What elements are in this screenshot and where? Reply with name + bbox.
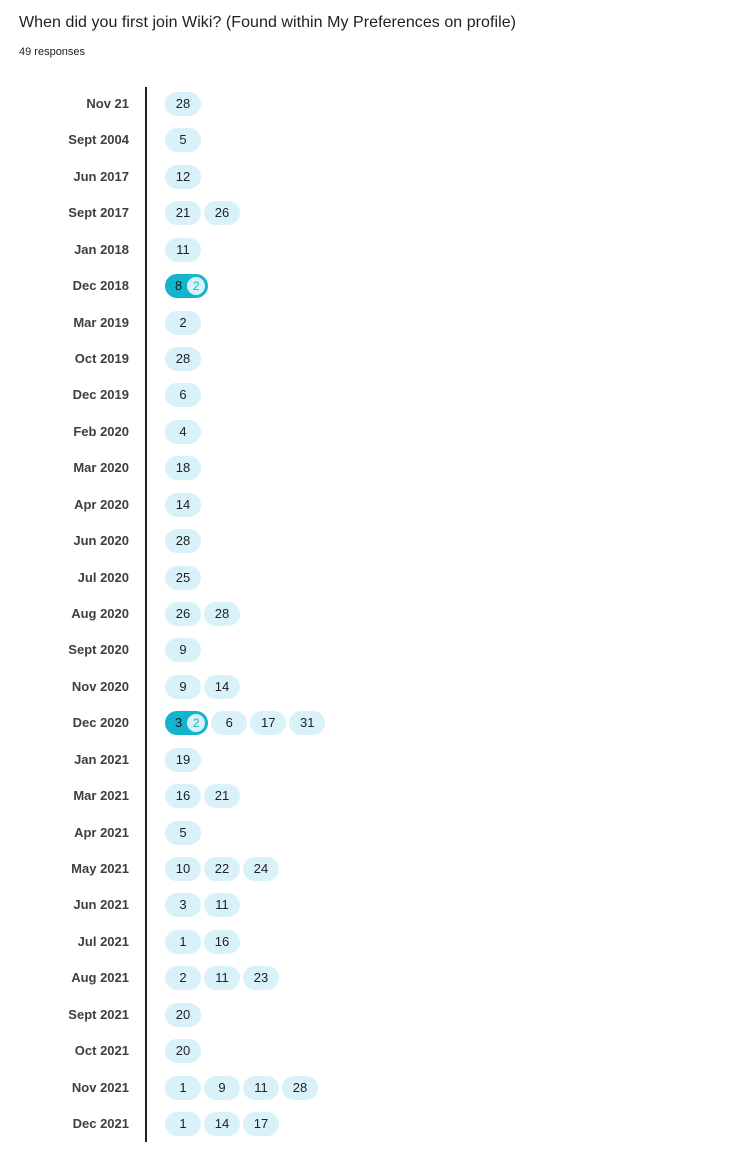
value-pill[interactable]: 21 [165, 201, 201, 225]
chart-row [0, 710, 755, 736]
chart-row [0, 965, 755, 991]
row-values [165, 637, 201, 663]
row-label: Apr 2021 [74, 824, 129, 840]
value-pill[interactable]: 9 [165, 638, 201, 662]
row-label: Dec 2018 [72, 278, 129, 294]
row-values [165, 382, 201, 408]
value-pill[interactable]: 9 [165, 675, 201, 699]
value-pill[interactable]: 2 [165, 966, 201, 990]
value-pill[interactable]: 1 [165, 1112, 201, 1136]
value-pill[interactable]: 23 [243, 966, 279, 990]
row-label: Nov 21 [86, 96, 129, 111]
row-values [165, 710, 325, 736]
chart-row [0, 455, 755, 481]
value-pill[interactable]: 14 [165, 493, 201, 517]
row-values [165, 455, 201, 481]
row-values [165, 820, 201, 846]
row-values [165, 747, 201, 773]
chart-row [0, 492, 755, 518]
chart-row [0, 674, 755, 700]
response-count: 49 responses [19, 46, 86, 58]
chart-row [0, 237, 755, 263]
row-values [165, 528, 201, 554]
row-label: Sept 2021 [68, 1006, 129, 1022]
chart-row [0, 1111, 755, 1137]
value-pill[interactable]: 9 [204, 1076, 240, 1100]
chart-row [0, 856, 755, 882]
row-label: Dec 2021 [72, 1116, 129, 1132]
chart-row [0, 382, 755, 408]
chart-row [0, 273, 755, 299]
chart-row [0, 346, 755, 372]
value-pill-label: 3 [175, 715, 183, 731]
chart-row [0, 1075, 755, 1101]
row-label: Jun 2020 [73, 533, 129, 549]
row-label: Dec 2020 [72, 715, 129, 731]
row-values [165, 565, 201, 591]
row-label: Jan 2021 [74, 751, 129, 767]
row-values [165, 273, 208, 299]
value-pill[interactable]: 25 [165, 566, 201, 590]
row-values [165, 492, 201, 518]
value-pill[interactable]: 24 [243, 857, 279, 881]
row-values [165, 601, 240, 627]
value-pill[interactable]: 11 [204, 893, 240, 917]
value-pill[interactable]: 6 [211, 711, 247, 735]
value-pill[interactable]: 22 [204, 857, 240, 881]
value-pill[interactable]: 6 [165, 383, 201, 407]
row-label: Jan 2018 [74, 241, 129, 257]
value-pill-merged[interactable] [165, 711, 208, 735]
row-label: Sept 2017 [68, 205, 129, 221]
value-pill[interactable]: 28 [165, 529, 201, 553]
value-pill[interactable]: 17 [250, 711, 286, 735]
value-pill[interactable]: 3 [165, 893, 201, 917]
row-values [165, 1002, 201, 1028]
row-values [165, 1111, 279, 1137]
row-label: Oct 2019 [74, 351, 129, 366]
row-label: Sept 2004 [68, 132, 129, 148]
chart-row [0, 565, 755, 591]
row-values [165, 237, 201, 263]
row-label: Mar 2020 [73, 460, 129, 476]
row-values [165, 346, 201, 372]
row-values [165, 200, 240, 226]
row-values [165, 91, 201, 117]
value-pill[interactable]: 21 [204, 784, 240, 808]
row-values [165, 1075, 318, 1101]
row-label: Jul 2020 [77, 569, 129, 585]
row-values [165, 310, 201, 336]
row-label: Mar 2019 [73, 314, 129, 330]
value-pill[interactable]: 28 [204, 602, 240, 626]
row-label: May 2021 [71, 861, 129, 877]
row-label: Aug 2020 [71, 606, 129, 622]
row-label: Sept 2020 [68, 642, 129, 658]
chart-row [0, 310, 755, 336]
row-label: Jun 2021 [73, 897, 129, 913]
chart-row [0, 164, 755, 190]
value-pill[interactable]: 11 [204, 966, 240, 990]
value-pill[interactable]: 26 [204, 201, 240, 225]
value-pill[interactable]: 5 [165, 821, 201, 845]
value-pill[interactable]: 16 [165, 784, 201, 808]
value-pill-merged[interactable] [165, 274, 208, 298]
chart-row [0, 892, 755, 918]
chart-row [0, 783, 755, 809]
value-pill[interactable]: 10 [165, 857, 201, 881]
value-pill[interactable]: 20 [165, 1003, 201, 1027]
row-label: Nov 2020 [71, 678, 129, 694]
value-pill[interactable]: 16 [204, 930, 240, 954]
chart-row [0, 1002, 755, 1028]
row-label: Feb 2020 [73, 423, 129, 439]
row-label: Jun 2017 [73, 168, 129, 184]
value-pill[interactable]: 11 [243, 1076, 279, 1100]
value-pill[interactable]: 14 [204, 1112, 240, 1136]
row-values [165, 929, 240, 955]
value-pill[interactable]: 26 [165, 602, 201, 626]
value-count-badge: 2 [186, 276, 206, 296]
value-pill[interactable]: 4 [165, 420, 201, 444]
value-count-badge: 2 [186, 713, 206, 733]
value-pill[interactable]: 5 [165, 128, 201, 152]
chart-row [0, 601, 755, 627]
value-pill[interactable]: 28 [165, 92, 201, 116]
value-pill[interactable]: 1 [165, 930, 201, 954]
row-values [165, 419, 201, 445]
value-pill[interactable]: 12 [165, 165, 201, 189]
row-values [165, 892, 240, 918]
row-label: Nov 2021 [71, 1079, 129, 1095]
row-values [165, 164, 201, 190]
row-values [165, 856, 279, 882]
value-pill[interactable]: 19 [165, 748, 201, 772]
chart-row [0, 528, 755, 554]
chart-row [0, 637, 755, 663]
row-label: Apr 2020 [74, 496, 129, 512]
chart-row [0, 820, 755, 846]
value-pill[interactable]: 1 [165, 1076, 201, 1100]
value-pill[interactable]: 17 [243, 1112, 279, 1136]
row-label: Mar 2021 [73, 788, 129, 804]
value-pill[interactable]: 20 [165, 1039, 201, 1063]
value-pill[interactable]: 31 [289, 711, 325, 735]
row-values [165, 1038, 201, 1064]
value-pill[interactable]: 28 [282, 1076, 318, 1100]
question-title: When did you first join Wiki? (Found within My Preferences on profile) [19, 14, 517, 31]
row-label: Oct 2021 [74, 1043, 129, 1059]
row-label: Dec 2019 [72, 387, 129, 403]
chart-row [0, 127, 755, 153]
row-label: Aug 2021 [71, 970, 129, 986]
row-label: Jul 2021 [77, 933, 129, 949]
row-values [165, 965, 279, 991]
row-values [165, 783, 240, 809]
value-pill[interactable]: 2 [165, 311, 201, 335]
chart-row [0, 747, 755, 773]
value-pill[interactable]: 11 [165, 238, 201, 262]
chart-row [0, 419, 755, 445]
value-pill[interactable]: 28 [165, 347, 201, 371]
chart-row [0, 1038, 755, 1064]
row-values [165, 127, 201, 153]
chart-row [0, 929, 755, 955]
value-pill-label: 8 [175, 278, 183, 294]
value-pill[interactable]: 14 [204, 675, 240, 699]
chart-row [0, 91, 755, 117]
row-values [165, 674, 240, 700]
chart-row [0, 200, 755, 226]
value-pill[interactable]: 18 [165, 456, 201, 480]
